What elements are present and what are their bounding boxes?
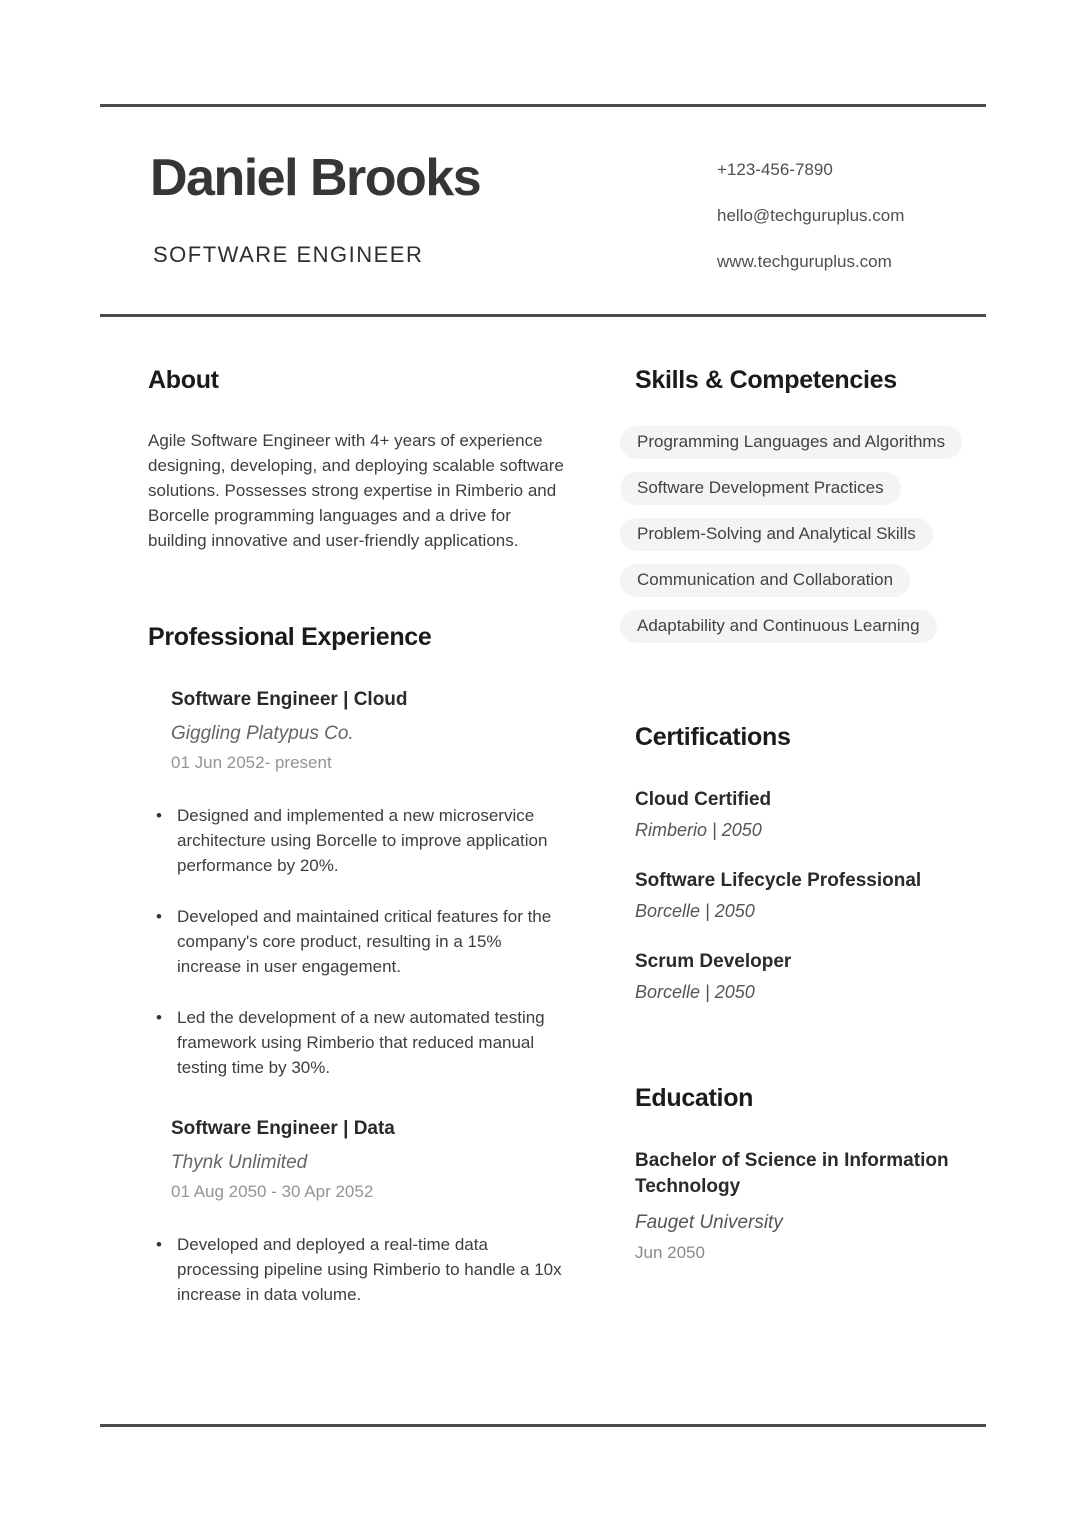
- job-company: Thynk Unlimited: [171, 1152, 308, 1173]
- certification-entry: [635, 870, 992, 922]
- about-text: Agile Software Engineer with 4+ years of experience designing, developing, and deploying scalable software solutions. Possesses strong expertise in Rimberio and Borcelle programming languages and a drive for building innovative and user-friendly applications.: [148, 431, 564, 550]
- certification-detail: Borcelle | 2050: [635, 982, 755, 1002]
- about-heading: About: [148, 366, 219, 394]
- certification-entry: [635, 789, 992, 841]
- skill-pill: Software Development Practices: [620, 472, 901, 505]
- education-degree: Bachelor of Science in Information Technology: [635, 1150, 949, 1197]
- skills-heading: Skills & Competencies: [635, 366, 897, 394]
- contact-email: hello@techguruplus.com: [717, 206, 905, 225]
- job-bullet-list: [148, 1232, 568, 1307]
- contact-info: [717, 160, 904, 298]
- job-dates: 01 Jun 2052- present: [171, 753, 332, 772]
- certification-name: Software Lifecycle Professional: [635, 870, 922, 891]
- certifications-heading: Certifications: [635, 723, 791, 751]
- left-column: [148, 366, 568, 1333]
- job-dates: 01 Aug 2050 - 30 Apr 2052: [171, 1182, 374, 1201]
- job-company: Giggling Platypus Co.: [171, 723, 354, 744]
- skill-pill: Programming Languages and Algorithms: [620, 426, 962, 459]
- job-bullet: • Led the development of a new automated testing framework using Rimberio that reduced manual testing time by 30%.: [148, 1005, 568, 1080]
- header-bottom-rule: [100, 314, 986, 317]
- skill-pill: Adaptability and Continuous Learning: [620, 610, 937, 643]
- education-date: Jun 2050: [635, 1243, 705, 1262]
- contact-website: www.techguruplus.com: [717, 252, 892, 271]
- contact-phone: +123-456-7890: [717, 160, 833, 179]
- certification-detail: Borcelle | 2050: [635, 901, 755, 921]
- job-bullet: • Developed and maintained critical features for the company's core product, resulting in a 15% increase in user engagement.: [148, 904, 568, 979]
- skill-pill: Communication and Collaboration: [620, 564, 910, 597]
- education-heading: Education: [635, 1084, 754, 1112]
- header-top-rule: [100, 104, 986, 107]
- job-bullet-list: [148, 803, 568, 1080]
- certification-entry: [635, 951, 992, 1003]
- right-column: [620, 366, 992, 1263]
- certifications-list: [635, 789, 992, 1003]
- job-bullet: • Designed and implemented a new microservice architecture using Borcelle to improve application performance by 20%.: [148, 803, 568, 878]
- certification-name: Cloud Certified: [635, 789, 772, 810]
- job-bullet: • Developed and deployed a real-time data processing pipeline using Rimberio to handle a 10x increase in data volume.: [148, 1232, 568, 1307]
- skills-list: [620, 426, 992, 643]
- job-title: Software Engineer | Data: [171, 1118, 395, 1139]
- job-entry: [148, 1118, 568, 1307]
- skill-pill: Problem-Solving and Analytical Skills: [620, 518, 933, 551]
- experience-heading: Professional Experience: [148, 623, 432, 651]
- job-title: Software Engineer | Cloud: [171, 689, 408, 710]
- certification-detail: Rimberio | 2050: [635, 820, 762, 840]
- job-header: [171, 689, 568, 773]
- person-name: Daniel Brooks: [150, 149, 481, 207]
- education-entry: [635, 1148, 992, 1263]
- footer-rule: [100, 1424, 986, 1427]
- person-job-title: SOFTWARE ENGINEER: [153, 242, 424, 267]
- job-header: [171, 1118, 568, 1202]
- certification-name: Scrum Developer: [635, 951, 792, 972]
- job-entry: [148, 689, 568, 1080]
- education-school: Fauget University: [635, 1212, 783, 1233]
